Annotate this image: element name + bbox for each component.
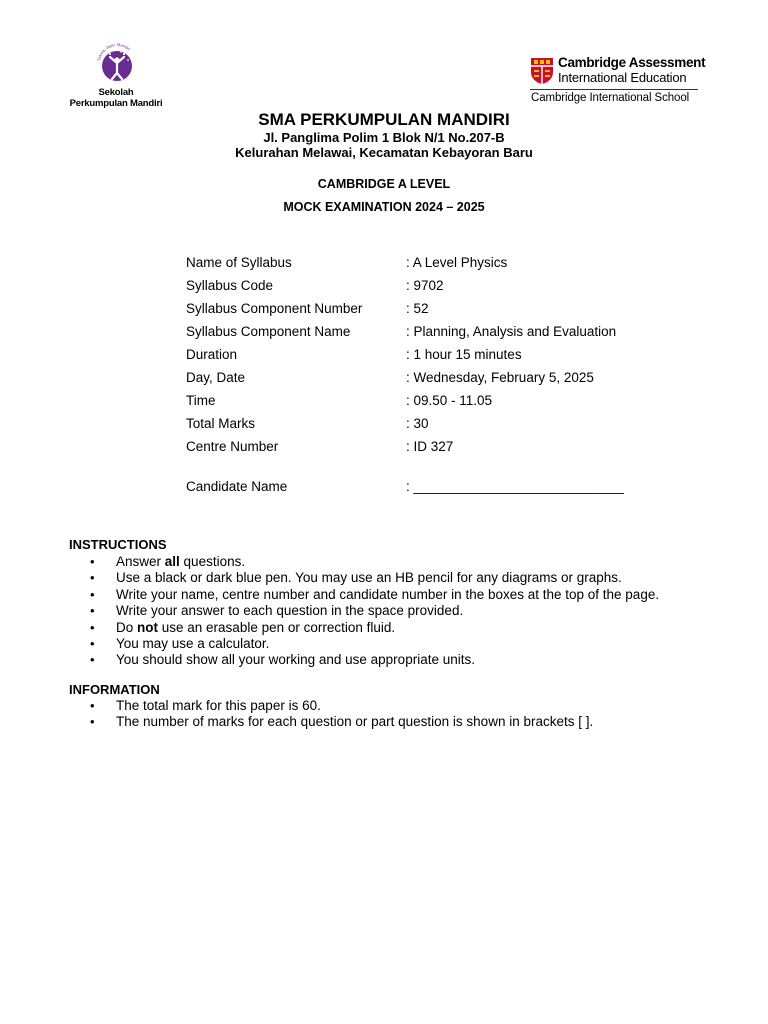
list-item: • You should show all your working and use appropriate units. [0,652,659,668]
detail-value: : 9702 [406,278,444,293]
detail-label: Total Marks [186,416,256,431]
school-logo [64,40,168,114]
detail-row-syllabus-code [186,278,686,298]
candidate-name-label: Candidate Name [186,479,288,494]
detail-row-time [186,393,686,413]
exam-title: MOCK EXAMINATION 2024 – 2025 [283,200,485,214]
instructions-list [0,554,659,669]
detail-value: : 52 [406,301,429,316]
exam-level: CAMBRIDGE A LEVEL [317,177,451,191]
detail-label: Duration [186,347,238,362]
detail-label: Day, Date [186,370,246,385]
detail-value: : Wednesday, February 5, 2025 [406,370,594,385]
address-line2: Kelurahan Melawai, Kecamatan Kebayoran Baru [235,145,533,160]
list-item: • Write your answer to each question in the space provided. [0,603,659,619]
school-logo-name-line2: Perkumpulan Mandiri [69,98,163,109]
detail-row-candidate-name [186,479,686,499]
detail-row-centre-number [186,439,686,459]
school-logo-name-line1: Sekolah [98,87,134,98]
detail-value: : A Level Physics [406,255,508,270]
school-title: SMA PERKUMPULAN MANDIRI [258,110,510,129]
list-item: • Use a black or dark blue pen. You may use an HB pencil for any diagrams or graphs. [0,570,659,586]
detail-value: : Planning, Analysis and Evaluation [406,324,617,339]
detail-label: Centre Number [186,439,279,454]
list-item: • Do not use an erasable pen or correction fluid. [0,620,659,636]
detail-label: Syllabus Code [186,278,274,293]
information-heading: INFORMATION [69,682,160,697]
list-item: • Write your name, centre number and candidate number in the boxes at the top of the page. [0,587,659,603]
cambridge-logo-line1: Cambridge Assessment [558,55,706,70]
list-item: • You may use a calculator. [0,636,659,652]
detail-row-total-marks [186,416,686,436]
address-line1: Jl. Panglima Polim 1 Blok N/1 No.207-B [263,130,505,145]
cambridge-logo-line2: International Education [558,70,687,85]
detail-value: : 09.50 - 11.05 [406,393,493,408]
school-ring-text: Takwa, Jujur, Mandiri [96,41,132,62]
information-list [0,698,593,731]
instructions-heading: INSTRUCTIONS [69,537,167,552]
cambridge-logo [530,55,705,107]
detail-row-component-number [186,301,686,321]
detail-label: Time [186,393,216,408]
cambridge-crest-icon [530,57,554,85]
school-emblem-icon [94,40,140,86]
list-item: • The number of marks for each question or part question is shown in brackets [ ]. [0,714,593,730]
detail-value: : 30 [406,416,429,431]
detail-value: : ID 327 [406,439,454,454]
candidate-name-field[interactable]: : ____________________________ [406,479,624,494]
detail-value: : 1 hour 15 minutes [406,347,522,362]
list-item: • Answer all questions. [0,554,659,570]
detail-row-duration [186,347,686,367]
cambridge-logo-divider [530,89,698,90]
detail-row-day-date [186,370,686,390]
detail-label: Name of Syllabus [186,255,292,270]
detail-label: Syllabus Component Number [186,301,363,316]
detail-row-syllabus-name [186,255,686,275]
list-item: • The total mark for this paper is 60. [0,698,593,714]
cambridge-logo-line3: Cambridge International School [531,92,690,104]
detail-row-component-name [186,324,686,344]
detail-label: Syllabus Component Name [186,324,351,339]
